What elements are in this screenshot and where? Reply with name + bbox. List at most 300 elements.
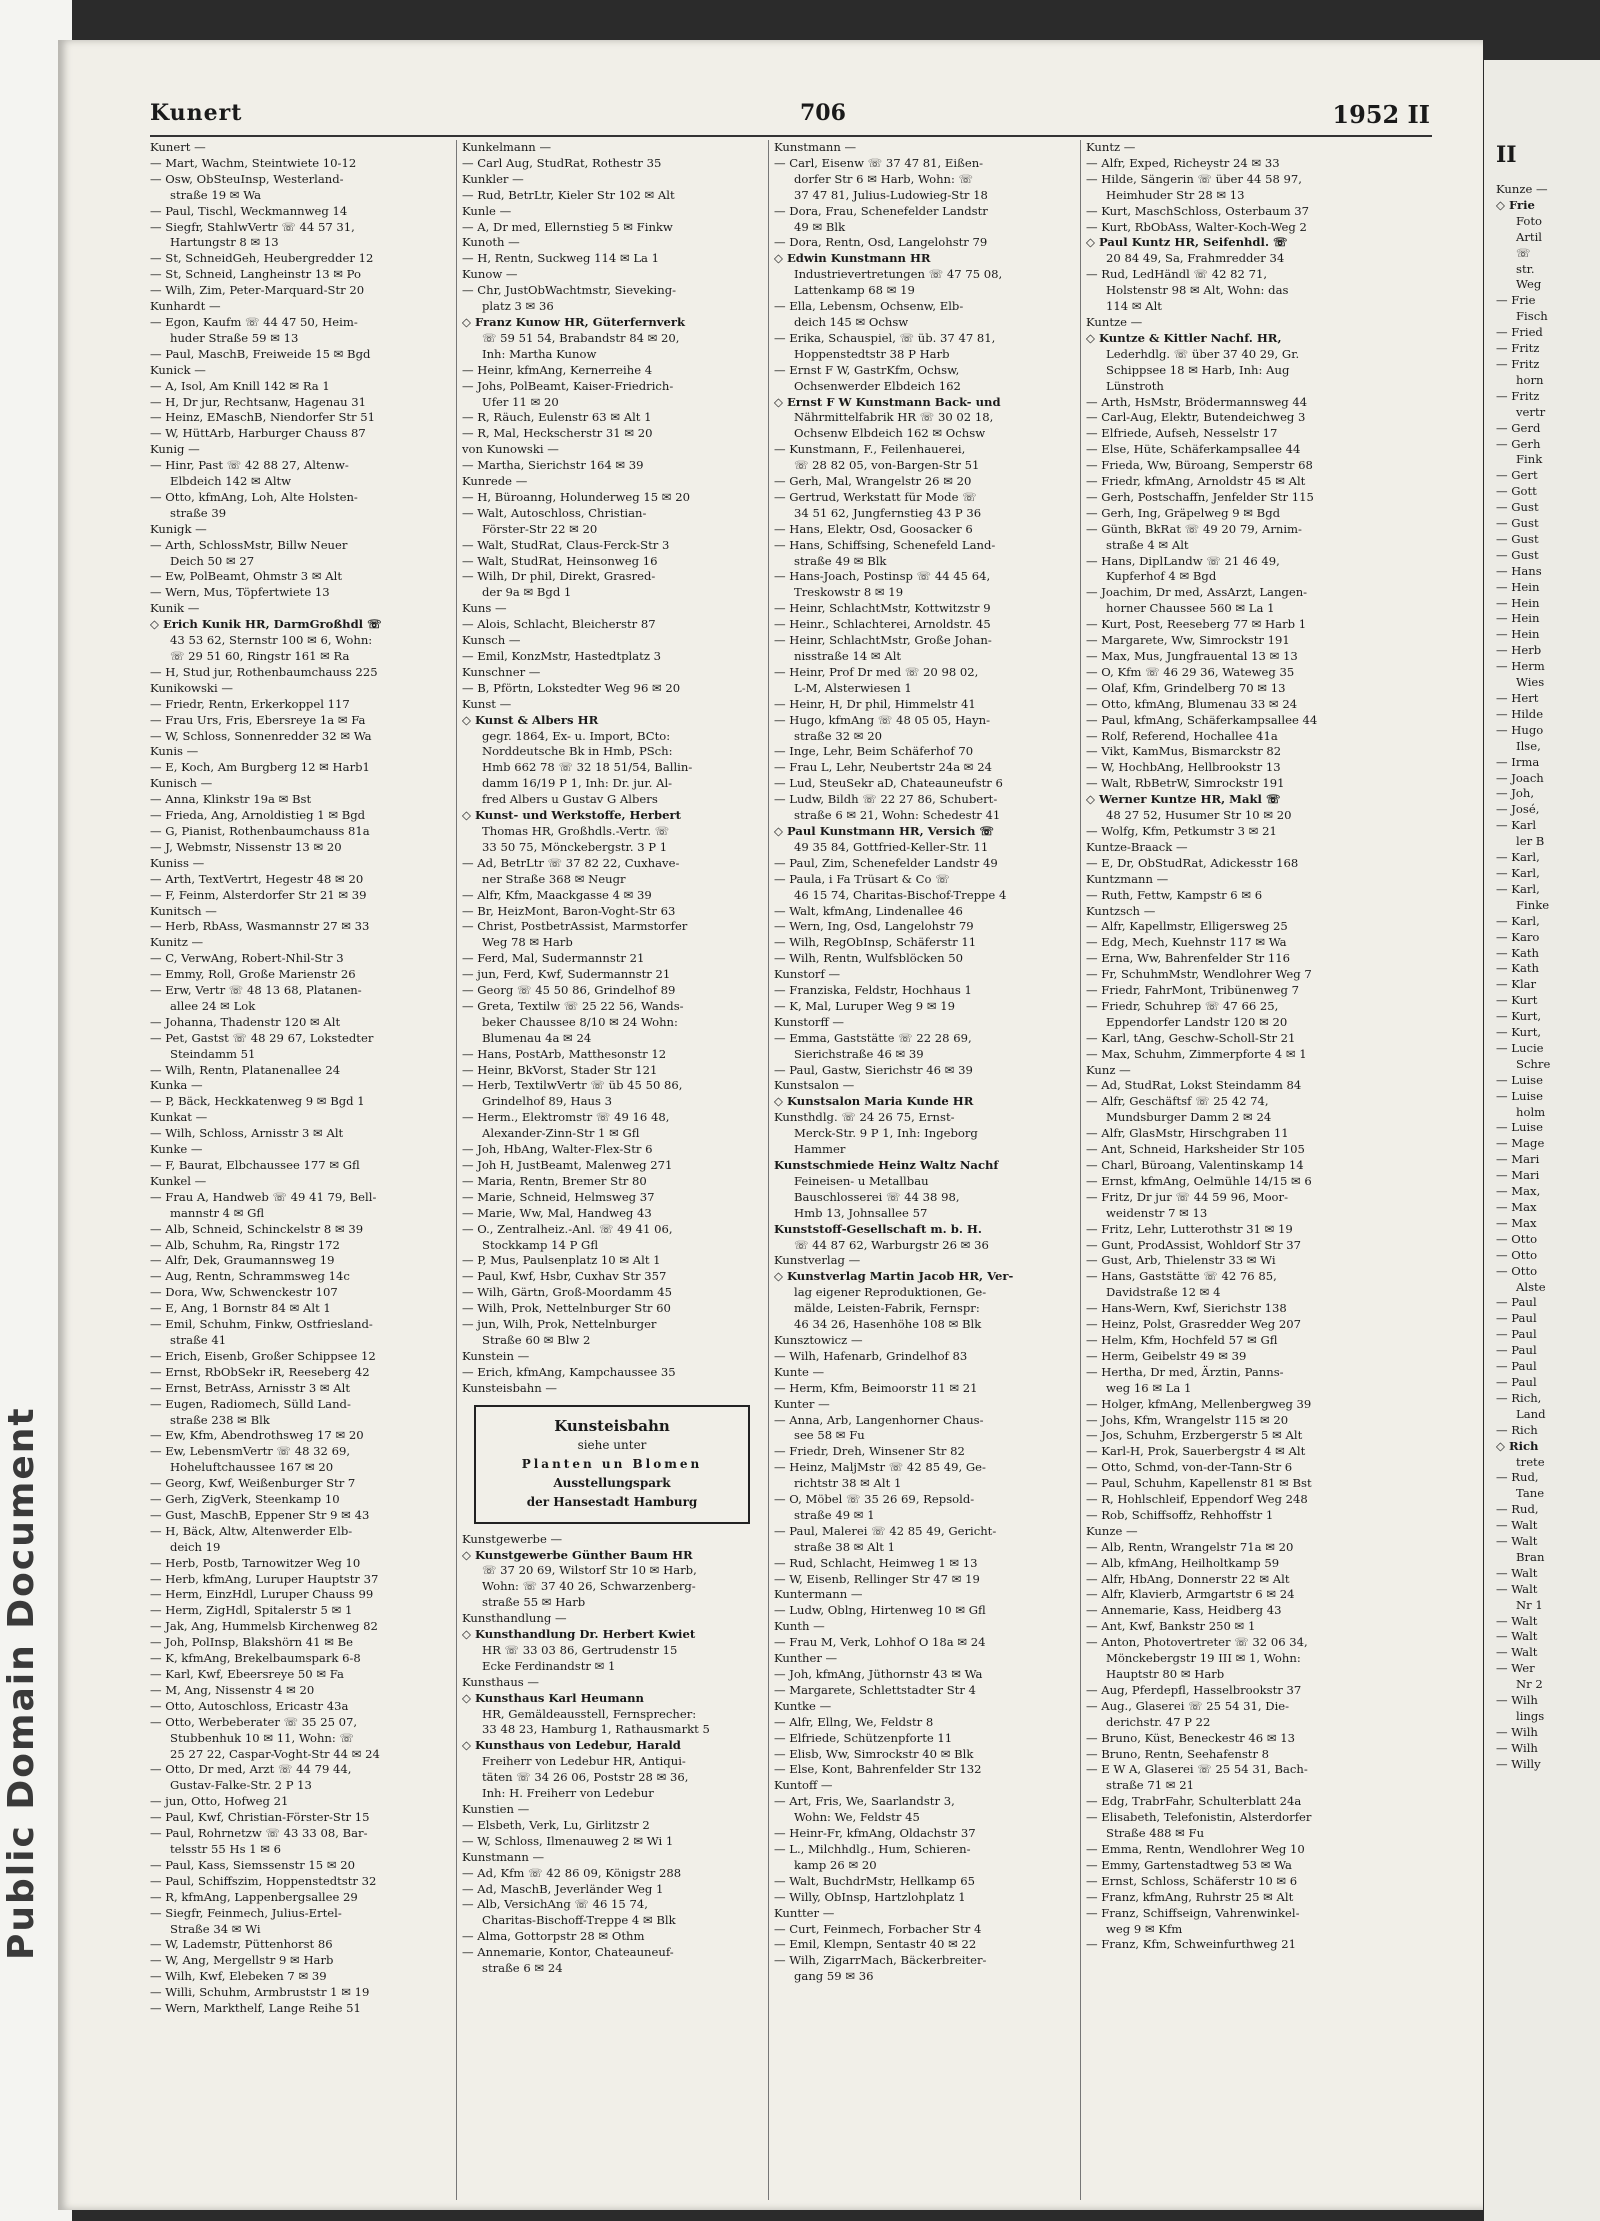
directory-entry: Holstenstr 98 ✉ Alt, Wohn: das <box>1106 283 1289 298</box>
directory-entry: 46 34 26, Hasenhöhe 108 ✉ Blk <box>794 1317 982 1332</box>
directory-entry: — Paul <box>1496 1359 1537 1374</box>
directory-entry: — Paul, Kwf, Hsbr, Cuxhav Str 357 <box>462 1269 667 1284</box>
directory-entry: Mundsburger Damm 2 ✉ 24 <box>1106 1110 1272 1125</box>
directory-entry: — Ew, LebensmVertr ☏ 48 32 69, <box>150 1444 351 1459</box>
directory-entry: — Joh, kfmAng, Jüthornstr 43 ✉ Wa <box>774 1667 983 1681</box>
directory-entry: Hauptstr 80 ✉ Harb <box>1106 1667 1225 1681</box>
directory-entry: ☏ <box>1516 245 1531 260</box>
directory-entry: — Margarete, Schlettstadter Str 4 <box>774 1682 976 1697</box>
surname-heading: Kunze — <box>1496 182 1548 196</box>
directory-entry: — Anton, Photovertreter ☏ 32 06 34, <box>1086 1635 1308 1650</box>
directory-entry: — Alfr, GlasMstr, Hirschgraben 11 <box>1086 1126 1289 1141</box>
directory-entry: Hoppenstedtstr 38 P Harb <box>794 346 950 361</box>
directory-entry: — Alfr, Dek, Graumannsweg 19 <box>150 1253 335 1268</box>
header-rule <box>150 135 1432 137</box>
directory-column-3 <box>774 140 1074 2200</box>
directory-entry: — jun, Ferd, Kwf, Sudermannstr 21 <box>462 967 671 982</box>
directory-entry: — Wilh, RegObInsp, Schäferstr 11 <box>774 935 977 950</box>
directory-entry: — Joh, PolInsp, Blakshörn 41 ✉ Be <box>150 1635 354 1650</box>
directory-entry: — Hinr, Past ☏ 42 88 27, Altenw- <box>150 458 349 473</box>
directory-entry: — Edg, Mech, Kuehnstr 117 ✉ Wa <box>1086 935 1287 950</box>
directory-entry: — Gust <box>1496 531 1539 546</box>
directory-entry: — Ernst, Schloss, Schäferstr 10 ✉ 6 <box>1086 1873 1298 1888</box>
directory-entry: Stockkamp 14 P Gfl <box>482 1237 599 1252</box>
directory-entry: horner Chaussee 560 ✉ La 1 <box>1106 601 1275 616</box>
directory-entry: — Arth, HsMstr, Brödermannsweg 44 <box>1086 394 1308 409</box>
directory-entry: Hartungstr 8 ✉ 13 <box>170 235 279 250</box>
directory-entry: — K, kfmAng, Brekelbaumspark 6-8 <box>150 1651 361 1666</box>
directory-entry: horn <box>1516 372 1544 387</box>
directory-entry: 48 27 52, Husumer Str 10 ✉ 20 <box>1106 808 1292 823</box>
directory-entry: — Emma, Rentn, Wendlohrer Weg 10 <box>1086 1841 1305 1856</box>
directory-entry: — Max <box>1496 1200 1537 1214</box>
directory-entry: Heimhuder Str 28 ✉ 13 <box>1106 187 1245 202</box>
directory-entry: — Walt <box>1496 1534 1538 1549</box>
directory-entry: — Dora, Rentn, Osd, Langelohstr 79 <box>774 235 988 250</box>
directory-entry: Foto <box>1516 213 1543 228</box>
directory-entry: — Christ, PostbetrAssist, Marmstorfer <box>462 919 688 934</box>
directory-entry: Deich 50 ✉ 27 <box>170 553 255 568</box>
directory-entry: — Friedr, kfmAng, Arnoldstr 45 ✉ Alt <box>1086 474 1306 489</box>
directory-entry: — Siegfr, StahlwVertr ☏ 44 57 31, <box>150 219 355 234</box>
directory-entry: — Erna, Ww, Bahrenfelder Str 116 <box>1086 951 1290 966</box>
directory-entry: — Wilh, Prok, Nettelnburger Str 60 <box>462 1301 671 1316</box>
directory-entry: — Kurt, Post, Reeseberg 77 ✉ Harb 1 <box>1086 617 1307 632</box>
directory-entry: — Ernst, RbObSekr iR, Reeseberg 42 <box>150 1364 370 1379</box>
directory-entry: — José, <box>1496 802 1540 817</box>
directory-entry: Ufer 11 ✉ 20 <box>482 394 559 409</box>
directory-entry: Wies <box>1516 675 1545 690</box>
directory-entry: — Wilh, Hafenarb, Grindelhof 83 <box>774 1348 968 1363</box>
directory-entry: — Otto, Dr med, Arzt ☏ 44 79 44, <box>150 1762 352 1777</box>
directory-entry: — Ew, Kfm, Abendrothsweg 17 ✉ 20 <box>150 1428 364 1443</box>
directory-entry: — Margarete, Ww, Simrockstr 191 <box>1086 633 1290 648</box>
directory-entry: — E, Dr, ObStudRat, Adickesstr 168 <box>1086 855 1299 870</box>
directory-entry: weg 16 ✉ La 1 <box>1106 1380 1192 1395</box>
directory-entry: — Emil, KonzMstr, Hastedtplatz 3 <box>462 649 661 663</box>
directory-entry: — Franz, kfmAng, Ruhrstr 25 ✉ Alt <box>1086 1889 1294 1904</box>
directory-entry: — Rich, <box>1496 1390 1542 1405</box>
directory-entry: — Max, Schuhm, Zimmerpforte 4 ✉ 1 <box>1086 1046 1307 1061</box>
surname-heading: Kunstorff — <box>774 1014 844 1029</box>
directory-entry: gegr. 1864, Ex- u. Import, BCto: <box>482 728 671 743</box>
directory-entry: — Heinr., Schlachterei, Arnoldstr. 45 <box>774 617 991 632</box>
directory-entry: Davidstraße 12 ✉ 4 <box>1106 1285 1221 1300</box>
directory-entry: — E, Koch, Am Burgberg 12 ✉ Harb1 <box>150 760 370 775</box>
directory-entry: — Wer <box>1496 1661 1535 1676</box>
directory-entry: 43 53 62, Sternstr 100 ✉ 6, Wohn: <box>170 633 373 648</box>
business-entry: ◇ Kunsthandlung Dr. Herbert Kwiet <box>462 1627 696 1642</box>
directory-entry: straße 39 <box>170 505 227 520</box>
directory-entry: — Walt <box>1496 1518 1538 1533</box>
surname-heading: Kunkat — <box>150 1110 208 1125</box>
directory-entry: — Günth, BkRat ☏ 49 20 79, Arnim- <box>1086 521 1302 536</box>
directory-entry: — Alfr, Exped, Richeystr 24 ✉ 33 <box>1086 155 1280 170</box>
directory-entry: — Paul, Zim, Schenefelder Landstr 49 <box>774 855 998 870</box>
directory-entry: — Heinr, Prof Dr med ☏ 20 98 02, <box>774 664 979 679</box>
directory-entry: — Herm., Elektromstr ☏ 49 16 48, <box>462 1110 670 1125</box>
directory-entry: — Chr, JustObWachtmstr, Sieveking- <box>462 283 677 298</box>
directory-entry: — Karl <box>1496 818 1537 833</box>
directory-entry: — Georg ☏ 45 50 86, Grindelhof 89 <box>462 983 676 998</box>
directory-entry: 49 ✉ Blk <box>794 219 846 234</box>
directory-entry: straße 71 ✉ 21 <box>1106 1778 1194 1793</box>
directory-entry: Land <box>1516 1406 1546 1421</box>
directory-entry: — Herb, Postb, Tarnowitzer Weg 10 <box>150 1555 361 1570</box>
directory-entry: — Alfr, Kfm, Maackgasse 4 ✉ 39 <box>462 887 652 902</box>
directory-entry: Kunsthdlg. ☏ 24 26 75, Ernst- <box>774 1110 955 1125</box>
directory-entry: — Ella, Lebensm, Ochsenw, Elb- <box>774 299 964 314</box>
directory-entry: Norddeutsche Bk in Hmb, PSch: <box>482 744 673 759</box>
directory-entry: 33 50 75, Mönckebergstr. 3 P 1 <box>482 839 668 854</box>
directory-entry: Ecke Ferdinandstr ✉ 1 <box>482 1658 616 1673</box>
directory-entry: Wohn: We, Feldstr 45 <box>794 1810 920 1825</box>
directory-entry: — Hein <box>1496 611 1540 626</box>
surname-heading: Kunka — <box>150 1078 203 1093</box>
directory-entry: — Rud, LedHändl ☏ 42 82 71, <box>1086 267 1268 282</box>
directory-entry: — R, Räuch, Eulenstr 63 ✉ Alt 1 <box>462 410 652 425</box>
directory-entry: — Edg, TrabrFahr, Schulterblatt 24a <box>1086 1794 1302 1809</box>
directory-entry: — Else, Hüte, Schäferkampsallee 44 <box>1086 442 1301 457</box>
directory-entry: — Wern, Markthelf, Lange Reihe 51 <box>150 2001 361 2016</box>
surname-heading: Kunsztowicz — <box>774 1332 863 1347</box>
directory-entry: — Lucie <box>1496 1040 1544 1055</box>
directory-entry: deich 145 ✉ Ochsw <box>794 314 909 329</box>
surname-heading: Kuntzmann — <box>1086 871 1169 886</box>
directory-entry: — Hilde, Sängerin ☏ über 44 58 97, <box>1086 171 1302 186</box>
directory-entry: lag eigener Reproduktionen, Ge- <box>794 1285 987 1300</box>
page-header <box>150 100 1430 140</box>
surname-heading: Kunth — <box>774 1619 825 1634</box>
directory-entry: — Gust, Arb, Thielenstr 33 ✉ Wi <box>1086 1253 1276 1268</box>
directory-entry: ner Straße 368 ✉ Neugr <box>482 871 626 886</box>
directory-entry: — Gerh, Mal, Wrangelstr 26 ✉ 20 <box>774 474 972 489</box>
directory-entry: — Aug., Glaserei ☏ 25 54 31, Die- <box>1086 1698 1290 1713</box>
surname-heading: Kunstsalon — <box>774 1078 855 1093</box>
directory-entry: — Herm, Kfm, Beimoorstr 11 ✉ 21 <box>774 1380 978 1395</box>
directory-entry: — Paul, Malerei ☏ 42 85 49, Gericht- <box>774 1523 997 1538</box>
directory-entry: ☏ 37 20 69, Wilstorf Str 10 ✉ Harb, <box>482 1563 697 1578</box>
directory-entry: — Fritz <box>1496 388 1540 403</box>
directory-entry: — H, Bäck, Altw, Altenwerder Elb- <box>150 1523 353 1538</box>
directory-entry: — Walt, StudRat, Heinsonweg 16 <box>462 553 658 568</box>
surname-heading: Kunitz — <box>150 935 204 950</box>
column-divider <box>768 140 769 2200</box>
directory-entry: — Art, Fris, We, Saarlandstr 3, <box>774 1794 955 1809</box>
directory-entry: Finke <box>1516 897 1550 912</box>
directory-entry: — Greta, Textilw ☏ 25 22 56, Wands- <box>462 998 684 1013</box>
directory-entry: — Ernst, kfmAng, Oelmühle 14/15 ✉ 6 <box>1086 1173 1312 1188</box>
header-year: 1952 II <box>1332 100 1430 129</box>
directory-entry: Straße 60 ✉ Blw 2 <box>482 1332 591 1347</box>
directory-entry: — W, Lademstr, Püttenhorst 86 <box>150 1937 333 1952</box>
business-entry: ◇ Kunst- und Werkstoffe, Herbert <box>462 808 681 823</box>
business-entry: ◇ Franz Kunow HR, Güterfernverk <box>462 314 686 329</box>
directory-entry: — Gertrud, Werkstatt für Mode ☏ <box>774 489 977 504</box>
directory-entry: — Otto, Schmd, von-der-Tann-Str 6 <box>1086 1460 1293 1475</box>
directory-entry: — Fritz <box>1496 341 1540 356</box>
directory-entry: — Otto <box>1496 1231 1538 1246</box>
directory-entry: — Walt, kfmAng, Lindenallee 46 <box>774 903 963 918</box>
directory-entry: — Hans-Wern, Kwf, Sierichstr 138 <box>1086 1301 1287 1316</box>
surname-heading: Kunig — <box>150 442 200 457</box>
directory-entry: täten ☏ 34 26 06, Poststr 28 ✉ 36, <box>482 1770 689 1785</box>
column-divider <box>456 140 457 2200</box>
surname-heading: Kuntze-Braack — <box>1086 839 1188 854</box>
directory-entry: — Emma, Gaststätte ☏ 22 28 69, <box>774 1030 972 1045</box>
directory-entry: — Wilh <box>1496 1724 1538 1739</box>
surname-heading: Kuntter — <box>774 1905 835 1920</box>
directory-entry: Wohn: ☏ 37 40 26, Schwarzenberg- <box>482 1579 696 1594</box>
directory-entry: — Gust <box>1496 500 1539 515</box>
directory-entry: Ochsenwerder Elbdeich 162 <box>794 378 961 393</box>
directory-entry: — Heinr, kfmAng, Kernerreihe 4 <box>462 362 653 377</box>
directory-entry: — W, Schloss, Sonnenredder 32 ✉ Wa <box>150 728 372 743</box>
directory-entry: — Karo <box>1496 929 1540 944</box>
directory-entry: — Hans <box>1496 563 1542 578</box>
directory-entry: — Gerh, Postschaffn, Jenfelder Str 115 <box>1086 489 1314 504</box>
directory-entry: — Gerh, Ing, Gräpelweg 9 ✉ Bgd <box>1086 505 1281 520</box>
directory-entry: — Vikt, KamMus, Bismarckstr 82 <box>1086 744 1282 759</box>
directory-entry: — F, Baurat, Elbchaussee 177 ✉ Gfl <box>150 1158 360 1172</box>
directory-entry: — Joh, <box>1496 786 1535 801</box>
directory-entry: Thomas HR, Großhdls.-Vertr. ☏ <box>482 823 670 838</box>
directory-entry: — Lud, SteuSekr aD, Chateauneufstr 6 <box>774 776 1003 791</box>
directory-entry: — R, kfmAng, Lappenbergsallee 29 <box>150 1889 358 1904</box>
directory-entry: — Paul <box>1496 1311 1537 1326</box>
directory-entry: — Hans-Joach, Postinsp ☏ 44 45 64, <box>774 569 991 584</box>
directory-entry: Förster-Str 22 ✉ 20 <box>482 521 598 536</box>
directory-entry: — Egon, Kaufm ☏ 44 47 50, Heim- <box>150 314 358 329</box>
directory-entry: — Fritz, Dr jur ☏ 44 59 96, Moor- <box>1086 1189 1288 1204</box>
directory-entry: Treskowstr 8 ✉ 19 <box>794 585 904 600</box>
directory-entry: — Fried <box>1496 325 1543 340</box>
directory-entry: Kunststoff-Gesellschaft m. b. H. <box>774 1221 982 1236</box>
surname-heading: Kunstein — <box>462 1348 530 1363</box>
business-entry: ◇ Kunstverlag Martin Jacob HR, Ver- <box>774 1269 1014 1284</box>
directory-entry: — Friedr, Dreh, Winsener Str 82 <box>774 1444 965 1459</box>
directory-entry: — Dora, Ww, Schwenckestr 107 <box>150 1285 338 1300</box>
directory-entry: Hammer <box>794 1142 846 1157</box>
directory-entry: Elbdeich 142 ✉ Altw <box>170 474 292 489</box>
directory-entry: — St, Schneid, Langheinstr 13 ✉ Po <box>150 267 361 282</box>
directory-entry: Stubbenhuk 10 ✉ 11, Wohn: ☏ <box>170 1730 354 1745</box>
directory-entry: ☏ 29 51 60, Ringstr 161 ✉ Ra <box>170 649 350 663</box>
directory-entry: — Hert <box>1496 691 1539 705</box>
directory-entry: — Wilh, Gärtn, Groß-Moordamm 45 <box>462 1285 673 1300</box>
business-entry: ◇ Ernst F W Kunstmann Back- und <box>774 394 1001 409</box>
directory-entry: — P, Mus, Paulsenplatz 10 ✉ Alt 1 <box>462 1253 661 1268</box>
directory-entry: — Max <box>1496 1215 1537 1230</box>
directory-entry: — Wern, Mus, Töpfertwiete 13 <box>150 585 330 600</box>
directory-entry: — Elisabeth, Telefonistin, Alsterdorfer <box>1086 1810 1312 1825</box>
directory-entry: straße 4 ✉ Alt <box>1106 537 1189 552</box>
directory-entry: — Ad, StudRat, Lokst Steindamm 84 <box>1086 1078 1302 1093</box>
directory-entry: — Elisb, Ww, Simrockstr 40 ✉ Blk <box>774 1746 974 1761</box>
directory-entry: — Walt <box>1496 1581 1538 1596</box>
directory-entry: — Walt, BuchdrMstr, Hellkamp 65 <box>774 1873 976 1888</box>
directory-entry: — Willy, ObInsp, Hartzlohplatz 1 <box>774 1889 966 1904</box>
directory-entry: — jun, Wilh, Prok, Nettelnburger <box>462 1317 657 1332</box>
directory-entry: — Karl, Kwf, Ebeersreye 50 ✉ Fa <box>150 1667 344 1681</box>
directory-entry: — Rud, <box>1496 1502 1539 1517</box>
directory-entry: — Paul, Gastw, Sierichstr 46 ✉ 39 <box>774 1062 973 1077</box>
directory-entry: holm <box>1516 1104 1546 1119</box>
directory-entry: — Franz, Kfm, Schweinfurthweg 21 <box>1086 1937 1296 1952</box>
directory-entry: — Wilh, Rentn, Platanenallee 24 <box>150 1062 341 1077</box>
directory-entry: Alste <box>1516 1279 1546 1294</box>
directory-entry: — Walt, Autoschloss, Christian- <box>462 505 647 520</box>
directory-entry: Lattenkamp 68 ✉ 19 <box>794 283 915 298</box>
directory-entry: — Alfr, Geschäftsf ☏ 25 42 74, <box>1086 1094 1269 1109</box>
directory-entry: — W, Ang, Mergellstr 9 ✉ Harb <box>150 1953 334 1968</box>
directory-entry: Merck-Str. 9 P 1, Inh: Ingeborg <box>794 1126 978 1141</box>
directory-entry: — Otto <box>1496 1247 1538 1262</box>
directory-entry: — Hans, Elektr, Osd, Goosacker 6 <box>774 521 973 536</box>
directory-entry: 25 27 22, Caspar-Voght-Str 44 ✉ 24 <box>170 1746 380 1761</box>
directory-entry: — Else, Kont, Bahrenfelder Str 132 <box>774 1762 982 1777</box>
directory-entry: — Joachim, Dr med, AssArzt, Langen- <box>1086 585 1308 600</box>
directory-entry: — Rud, BetrLtr, Kieler Str 102 ✉ Alt <box>462 187 675 202</box>
directory-entry: — G, Pianist, Rothenbaumchauss 81a <box>150 823 370 838</box>
business-entry: ◇ Kunstgewerbe Günther Baum HR <box>462 1547 693 1562</box>
surname-heading: Kunsthaus — <box>462 1674 540 1689</box>
directory-entry: — Walt <box>1496 1613 1538 1628</box>
directory-entry: — Herb, TextilwVertr ☏ üb 45 50 86, <box>462 1078 683 1093</box>
directory-entry: — Hein <box>1496 579 1540 594</box>
directory-entry: — H, Büroanng, Holunderweg 15 ✉ 20 <box>462 489 690 504</box>
adjacent-page-column <box>1496 140 1600 1773</box>
directory-entry: — Alb, VersichAng ☏ 46 15 74, <box>462 1897 648 1912</box>
directory-entry: — Wilh, Kwf, Elebeken 7 ✉ 39 <box>150 1969 327 1984</box>
directory-entry: Kunstschmiede Heinz Waltz Nachf <box>774 1158 999 1172</box>
business-entry: ◇ Kunsthaus von Ledebur, Harald <box>462 1738 681 1753</box>
business-entry: ◇ Kunst & Albers HR <box>462 712 599 727</box>
surname-heading: Kunstien — <box>462 1802 530 1816</box>
directory-entry: — Frieda, Ang, Arnoldistieg 1 ✉ Bgd <box>150 808 366 823</box>
surname-heading: Kunert — <box>150 140 206 154</box>
directory-entry: Grindelhof 89, Haus 3 <box>482 1094 613 1109</box>
directory-entry: — Frau M, Verk, Lohhof O 18a ✉ 24 <box>774 1635 986 1650</box>
directory-entry: — W, Eisenb, Rellinger Str 47 ✉ 19 <box>774 1571 980 1586</box>
directory-entry: Bauschlosserei ☏ 44 38 98, <box>794 1189 960 1204</box>
surname-heading: Kunigk — <box>150 521 207 536</box>
directory-entry: Mönckebergstr 19 III ✉ 1, Wohn: <box>1106 1651 1301 1666</box>
directory-entry: — Martha, Sierichstr 164 ✉ 39 <box>462 458 644 473</box>
directory-entry: — Wern, Ing, Osd, Langelohstr 79 <box>774 919 974 934</box>
directory-entry: — Paul <box>1496 1295 1537 1310</box>
directory-entry: Ochsenw Elbdeich 162 ✉ Ochsw <box>794 426 986 441</box>
surname-heading: Kunz — <box>1086 1062 1131 1077</box>
ad-line: Planten un Blomen <box>521 1456 703 1471</box>
directory-entry: Schre <box>1516 1056 1551 1071</box>
directory-entry: — Rob, Schiffsoffz, Rehhoffstr 1 <box>1086 1507 1274 1522</box>
directory-entry: — Gust, MaschB, Eppener Str 9 ✉ 43 <box>150 1507 370 1522</box>
directory-entry: — Willy <box>1496 1756 1541 1771</box>
directory-entry: — jun, Otto, Hofweg 21 <box>150 1794 289 1809</box>
directory-entry: — B, Pförtn, Lokstedter Weg 96 ✉ 20 <box>462 680 681 695</box>
directory-entry: straße 19 ✉ Wa <box>170 187 262 202</box>
directory-entry: mannstr 4 ✉ Gfl <box>170 1205 265 1220</box>
directory-entry: kamp 26 ✉ 20 <box>794 1857 877 1872</box>
directory-entry: — Kurt <box>1496 993 1538 1008</box>
directory-entry: — Alma, Gottorpstr 28 ✉ Othm <box>462 1929 645 1944</box>
directory-entry: — Gott <box>1496 484 1537 499</box>
directory-entry: — Alfr, Kapellmstr, Elligersweg 25 <box>1086 919 1288 934</box>
directory-entry: Charitas-Bischoff-Treppe 4 ✉ Blk <box>482 1913 676 1928</box>
directory-entry: — Inge, Lehr, Beim Schäferhof 70 <box>774 744 974 759</box>
directory-entry: — Arth, TextVertrt, Hegestr 48 ✉ 20 <box>150 871 364 886</box>
directory-entry: — Rich <box>1496 1422 1538 1437</box>
directory-entry: — Hans, PostArb, Matthesonstr 12 <box>462 1046 667 1061</box>
directory-entry: — Jos, Schuhm, Erzbergerstr 5 ✉ Alt <box>1086 1428 1303 1443</box>
directory-entry: — Emil, Klempn, Sentastr 40 ✉ 22 <box>774 1937 977 1952</box>
surname-heading: Kunrede — <box>462 474 528 489</box>
surname-heading: Kunsteisbahn — <box>462 1380 558 1395</box>
surname-heading: Kunstorf — <box>774 967 841 982</box>
directory-entry: — Walt <box>1496 1565 1538 1580</box>
directory-entry: — Kurt, RbObAss, Walter-Koch-Weg 2 <box>1086 219 1307 234</box>
directory-entry: — Georg, Kwf, Weißenburger Str 7 <box>150 1476 356 1491</box>
header-surname: Kunert <box>150 100 243 126</box>
directory-entry: — Karl, <box>1496 850 1540 865</box>
business-entry: ◇ Kunsthaus Karl Heumann <box>462 1690 644 1705</box>
directory-entry: — Ludw, Oblng, Hirtenweg 10 ✉ Gfl <box>774 1603 986 1618</box>
directory-entry: — Alb, Schneid, Schinckelstr 8 ✉ 39 <box>150 1221 364 1236</box>
surname-heading: Kunkel — <box>150 1173 207 1188</box>
directory-entry: — Johs, PolBeamt, Kaiser-Friedrich- <box>462 378 674 393</box>
directory-entry: — Kath <box>1496 961 1539 976</box>
directory-entry: — Hans, Gaststätte ☏ 42 76 85, <box>1086 1269 1277 1284</box>
directory-entry: platz 3 ✉ 36 <box>482 299 554 314</box>
directory-entry: — Wilh, ZigarrMach, Bäckerbreiter- <box>774 1953 987 1968</box>
directory-entry: — Hugo, kfmAng ☏ 48 05 05, Hayn- <box>774 712 991 727</box>
directory-entry: Schippsee 18 ✉ Harb, Inh: Aug <box>1106 362 1290 377</box>
directory-entry: lings <box>1516 1709 1545 1723</box>
directory-entry: 114 ✉ Alt <box>1106 299 1162 314</box>
directory-entry: richtstr 38 ✉ Alt 1 <box>794 1476 902 1491</box>
directory-entry: — Ernst F W, GastrKfm, Ochsw, <box>774 362 960 377</box>
directory-entry: — Marie, Schneid, Helmsweg 37 <box>462 1189 655 1204</box>
directory-entry: — Rud, Schlacht, Heimweg 1 ✉ 13 <box>774 1555 978 1570</box>
directory-entry: — L., Milchhdlg., Hum, Schieren- <box>774 1841 971 1856</box>
directory-entry: Straße 488 ✉ Fu <box>1106 1826 1205 1841</box>
directory-entry: — K, Mal, Luruper Weg 9 ✉ 19 <box>774 998 956 1013</box>
directory-entry: Lünstroth <box>1106 378 1164 393</box>
directory-entry: 37 47 81, Julius-Ludowieg-Str 18 <box>794 187 988 202</box>
directory-entry: Lederhdlg. ☏ über 37 40 29, Gr. <box>1106 346 1300 361</box>
surname-heading: Kunstmann — <box>462 1849 545 1864</box>
directory-entry: dorfer Str 6 ✉ Harb, Wohn: ☏ <box>794 171 974 186</box>
directory-entry: — Dora, Frau, Schenefelder Landstr <box>774 203 988 218</box>
directory-entry: — Rud, <box>1496 1470 1539 1485</box>
directory-entry: — Bruno, Rentn, Seehafenstr 8 <box>1086 1746 1270 1761</box>
directory-entry: — Hans, Schiffsing, Schenefeld Land- <box>774 537 996 552</box>
directory-entry: — Kurt, <box>1496 1025 1542 1040</box>
directory-entry: — P, Bäck, Heckkatenweg 9 ✉ Bgd 1 <box>150 1094 365 1109</box>
directory-entry: — Karl, <box>1496 865 1540 880</box>
directory-entry: — Otto, kfmAng, Blumenau 33 ✉ 24 <box>1086 696 1298 711</box>
directory-entry: — Heinz, Polst, Grasredder Weg 207 <box>1086 1317 1301 1332</box>
directory-entry: Inh: Martha Kunow <box>482 346 597 361</box>
directory-entry: Weg 78 ✉ Harb <box>482 935 573 950</box>
directory-entry: — Karl-H, Prok, Sauerbergstr 4 ✉ Alt <box>1086 1444 1306 1459</box>
directory-entry: HR ☏ 33 03 86, Gertrudenstr 15 <box>482 1642 678 1657</box>
directory-entry: — Paul, Rohrnetzw ☏ 43 33 08, Bar- <box>150 1826 368 1841</box>
directory-entry: Kupferhof 4 ✉ Bgd <box>1106 569 1217 584</box>
directory-entry: — H, Rentn, Suckweg 114 ✉ La 1 <box>462 251 660 266</box>
directory-entry: — Wilh <box>1496 1740 1538 1755</box>
